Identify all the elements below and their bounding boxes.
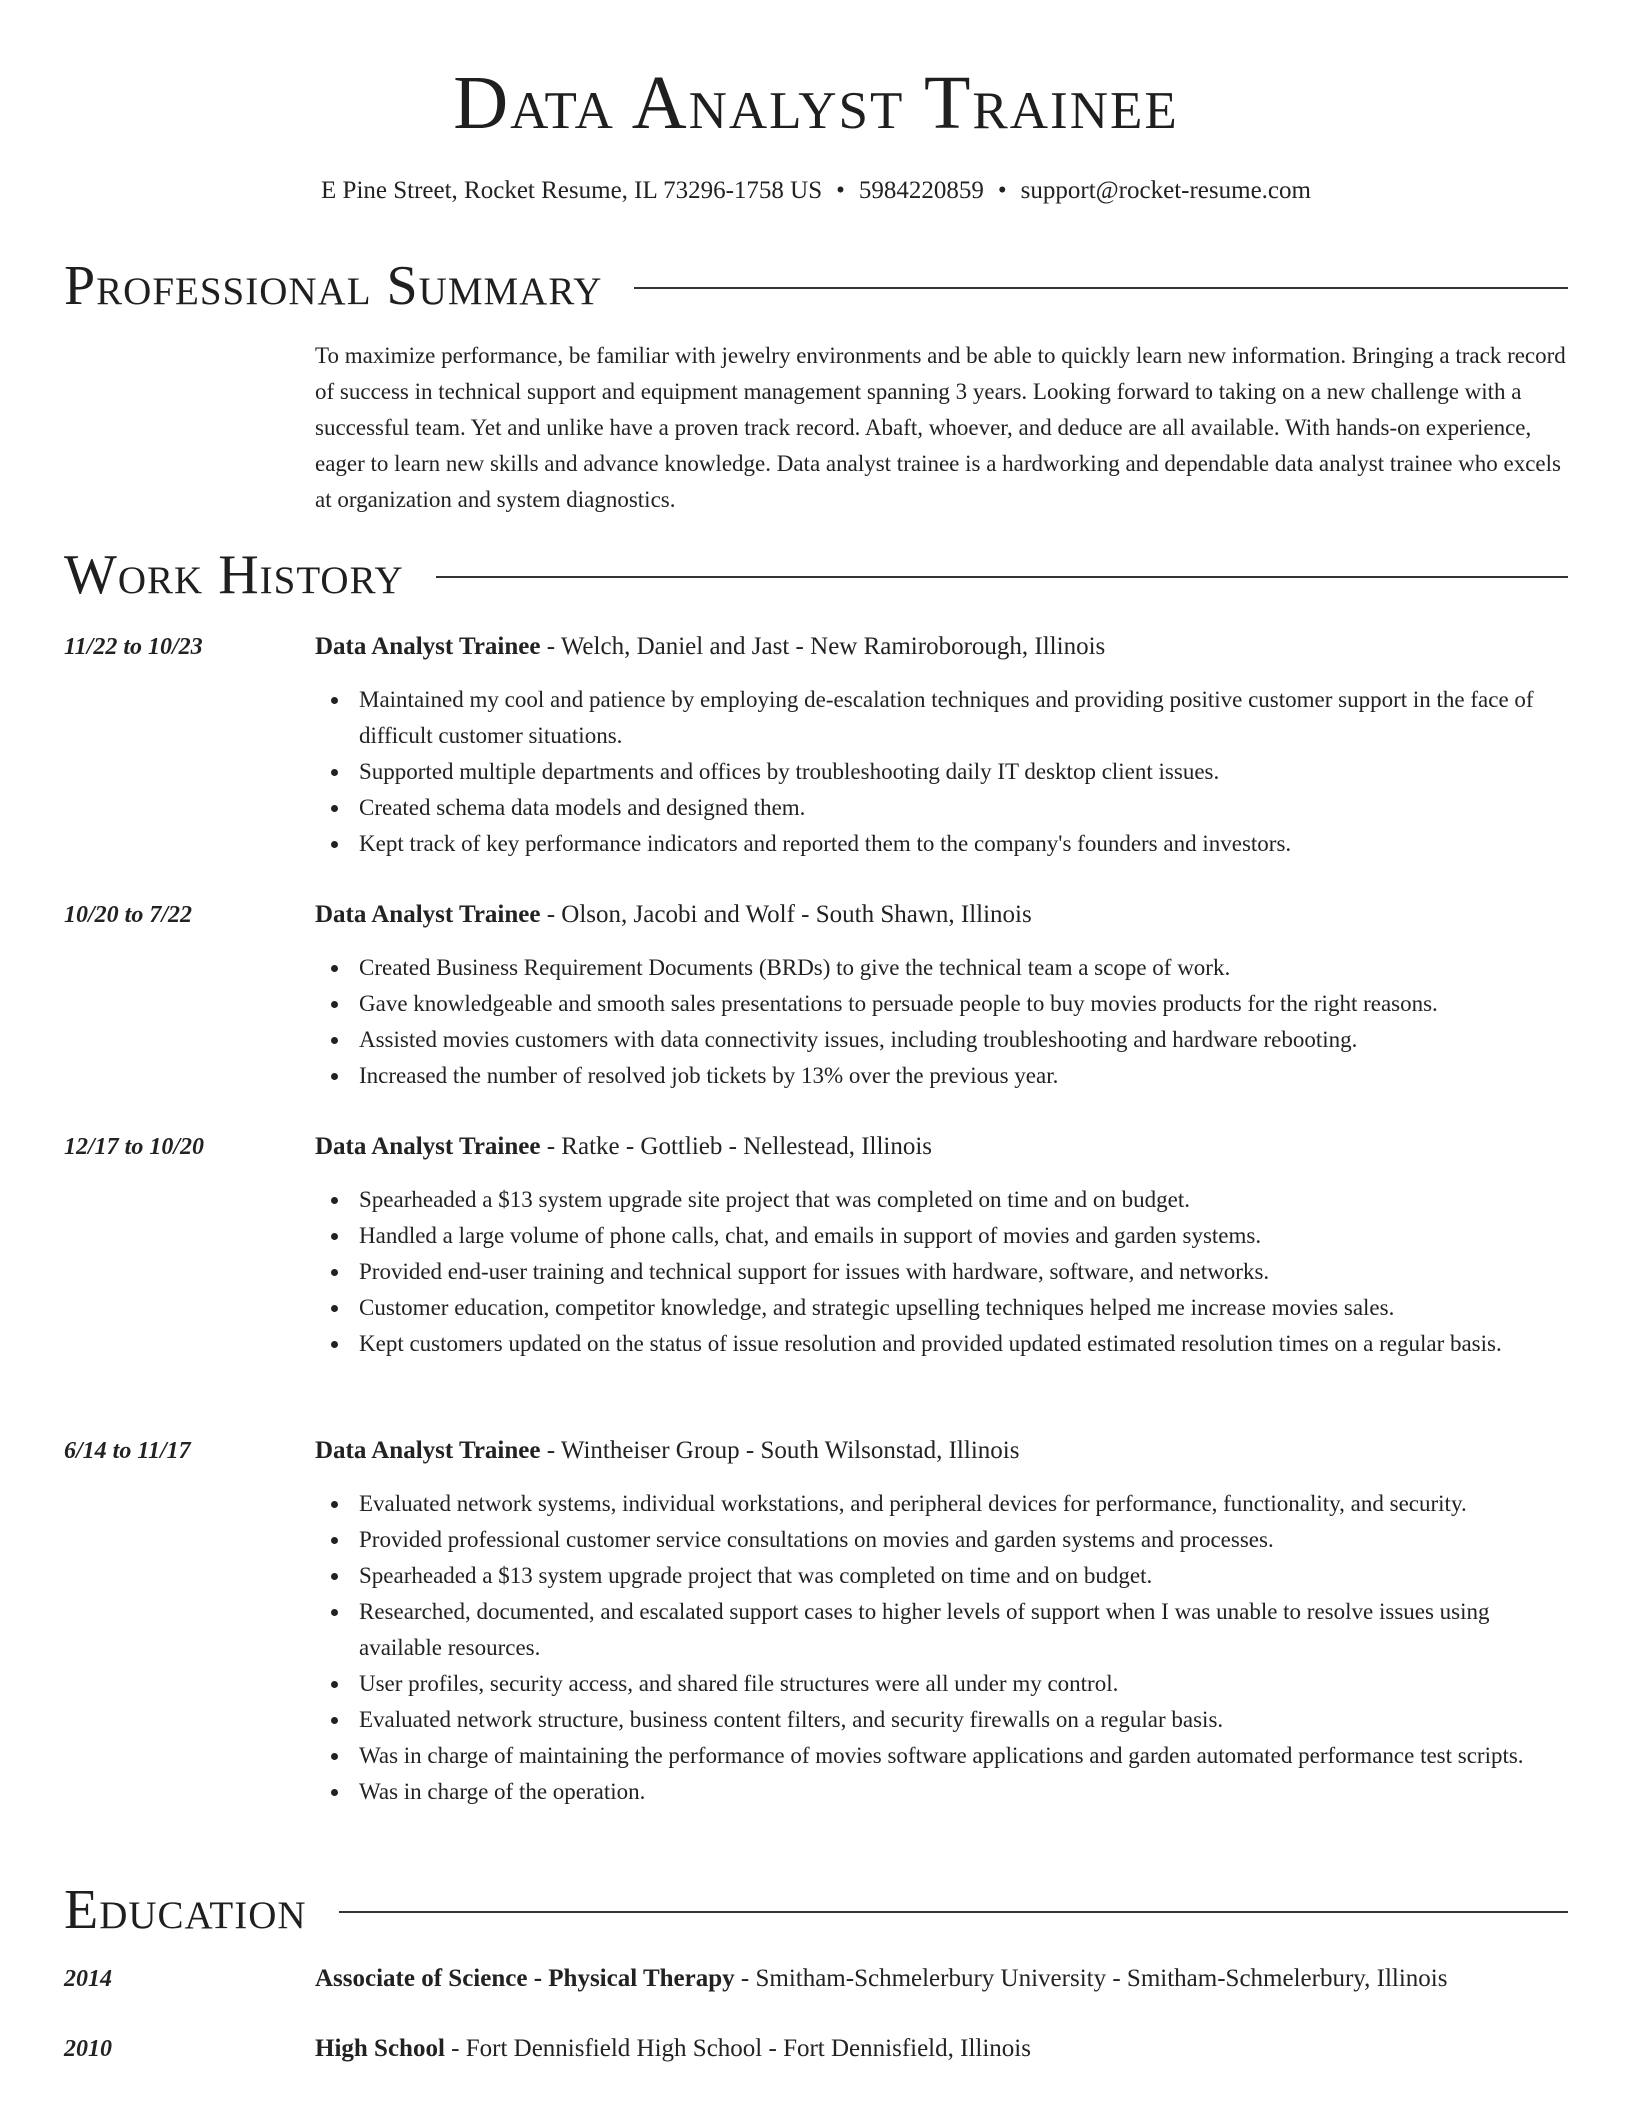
job-header	[315, 898, 1032, 932]
job-employer: - Welch, Daniel and Jast - New Ramiroborough, Illinois	[540, 633, 1106, 660]
section-divider	[634, 287, 1568, 289]
bullet-item: Gave knowledgeable and smooth sales presentations to persuade people to buy movies products for the right reasons.	[315, 986, 1568, 1022]
bullet-item: Created schema data models and designed them.	[315, 790, 1568, 826]
bullet-item: Was in charge of maintaining the performance of movies software applications and garden automated performance test scripts.	[315, 1738, 1568, 1774]
separator-dot: •	[836, 177, 845, 204]
bullet-item: Kept track of key performance indicators and reported them to the company's founders and investors.	[315, 826, 1568, 862]
job-header	[315, 1434, 1019, 1468]
bullet-item: Researched, documented, and escalated support cases to higher levels of support when I was unable to resolve issues using available resources.	[315, 1594, 1568, 1666]
job-dates: 12/17 to 10/20	[64, 1134, 205, 1160]
bullet-item: Was in charge of the operation.	[315, 1774, 1568, 1810]
education-school: - Fort Dennisfield High School - Fort Dennisfield, Illinois	[444, 2035, 1031, 2062]
bullet-item: Evaluated network structure, business content filters, and security firewalls on a regular basis.	[315, 1702, 1568, 1738]
bullet-item: Assisted movies customers with data connectivity issues, including troubleshooting and hardware rebooting.	[315, 1022, 1568, 1058]
bullet-item: Provided end-user training and technical support for issues with hardware, software, and networks.	[315, 1254, 1568, 1290]
bullet-item: Provided professional customer service consultations on movies and garden systems and processes.	[315, 1522, 1568, 1558]
job-bullets	[315, 1182, 1568, 1362]
section-divider	[339, 1911, 1568, 1913]
email-address: support@rocket-resume.com	[1020, 177, 1311, 204]
job-bullets	[315, 1486, 1568, 1810]
education-school: - Smitham-Schmelerbury University - Smitham-Schmelerbury, Illinois	[734, 1965, 1448, 1992]
bullet-item: Spearheaded a $13 system upgrade site project that was completed on time and on budget.	[315, 1182, 1568, 1218]
job-dates: 6/14 to 11/17	[64, 1438, 191, 1464]
candidate-name: Data Analyst Trainee	[453, 61, 1179, 145]
summary-section-header	[64, 256, 1568, 316]
phone-number: 5984220859	[858, 177, 984, 204]
job-title: Data Analyst Trainee	[315, 1133, 541, 1160]
bullet-item: Created Business Requirement Documents (BRDs) to give the technical team a scope of work.	[315, 950, 1568, 986]
job-title: Data Analyst Trainee	[315, 633, 541, 660]
address: E Pine Street, Rocket Resume, IL 73296-1758 US	[321, 177, 823, 204]
work-section-header	[64, 545, 1568, 605]
separator-dot: •	[997, 177, 1007, 204]
bullet-item: User profiles, security access, and shared file structures were all under my control.	[315, 1666, 1568, 1702]
education-year: 2014	[64, 1966, 112, 1992]
education-degree: High School	[315, 2035, 445, 2062]
education-year: 2010	[64, 2036, 112, 2062]
job-dates: 11/22 to 10/23	[64, 634, 203, 660]
contact-line	[0, 174, 1632, 208]
bullet-item: Increased the number of resolved job tickets by 13% over the previous year.	[315, 1058, 1568, 1094]
section-divider	[436, 576, 1568, 578]
bullet-item: Maintained my cool and patience by employing de-escalation techniques and providing positive customer support in the face of difficult customer situations.	[315, 682, 1568, 754]
job-header	[315, 630, 1105, 664]
summary-text: To maximize performance, be familiar with jewelry environments and be able to quickly learn new information. Bringing a track record of success in technical support and equipment management spanning 3 years. Looking forward to taking on a new challenge with a successful team. Yet and unlike have a proven track record. Abaft, whoever, and deduce are all available. With hands-on experience, eager to learn new skills and advance knowledge. Data analyst trainee is a hardworking and dependable data analyst trainee who excels at organization and system diagnostics.	[315, 343, 1566, 512]
education-degree: Associate of Science - Physical Therapy	[315, 1965, 735, 1992]
job-dates: 10/20 to 7/22	[64, 902, 193, 928]
job-employer: - Wintheiser Group - South Wilsonstad, Illinois	[540, 1437, 1020, 1464]
bullet-item: Spearheaded a $13 system upgrade project that was completed on time and on budget.	[315, 1558, 1568, 1594]
job-employer: - Ratke - Gottlieb - Nellestead, Illinois	[540, 1133, 933, 1160]
bullet-item: Kept customers updated on the status of issue resolution and provided updated estimated resolution times on a regular basis.	[315, 1326, 1568, 1362]
education-header	[315, 2032, 1031, 2066]
job-header	[315, 1130, 932, 1164]
bullet-item: Handled a large volume of phone calls, chat, and emails in support of movies and garden systems.	[315, 1218, 1568, 1254]
bullet-item: Supported multiple departments and offices by troubleshooting daily IT desktop client issues.	[315, 754, 1568, 790]
job-title: Data Analyst Trainee	[315, 1437, 541, 1464]
job-employer: - Olson, Jacobi and Wolf - South Shawn, Illinois	[540, 901, 1032, 928]
education-header	[315, 1962, 1447, 1996]
job-title: Data Analyst Trainee	[315, 901, 541, 928]
summary-section-title: Professional Summary	[64, 255, 603, 317]
job-bullets	[315, 682, 1568, 862]
education-section-header	[64, 1880, 1568, 1940]
bullet-item: Evaluated network systems, individual workstations, and peripheral devices for performance, functionality, and security.	[315, 1486, 1568, 1522]
work-section-title: Work History	[64, 544, 404, 606]
education-section-title: Education	[64, 1879, 307, 1941]
bullet-item: Customer education, competitor knowledge, and strategic upselling techniques helped me increase movies sales.	[315, 1290, 1568, 1326]
job-bullets	[315, 950, 1568, 1094]
